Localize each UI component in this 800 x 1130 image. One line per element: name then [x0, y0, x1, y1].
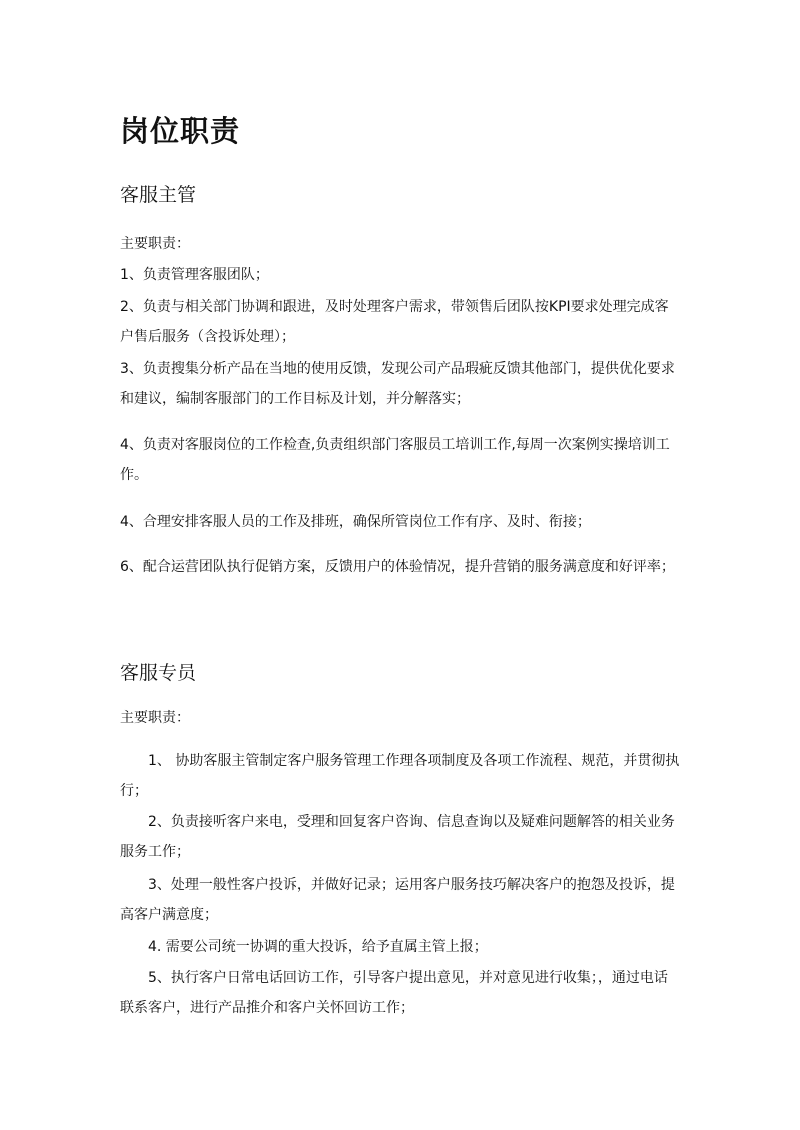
duties-label-text: 主要职责： [120, 710, 190, 726]
duties-label [120, 703, 685, 733]
duty-line: 3、处理一般性客户投诉，并做好记录；运用客户服务技巧解决客户的抱怨及投诉，提 [148, 877, 675, 893]
duty-line: 高客户满意度； [120, 907, 218, 923]
duty-line: 4、负责对客服岗位的工作检查,负责组织部门客服员工培训工作,每周一次案例实操培训工 [120, 437, 670, 453]
duty-line: 作。 [120, 467, 148, 483]
duty-item [120, 430, 685, 490]
duty-item [120, 746, 685, 806]
duty-line: 4、合理安排客服人员的工作及排班，确保所管岗位工作有序、及时、衔接； [120, 514, 591, 530]
duty-line: 4. 需要公司统一协调的重大投诉，给予直属主管上报； [148, 939, 488, 955]
duty-line: 6、配合运营团队执行促销方案，反馈用户的体验情况，提升营销的服务满意度和好评率； [120, 559, 675, 575]
section-heading-specialist: 客服专员 [120, 662, 197, 684]
duty-line: 服务工作； [120, 844, 190, 860]
duty-line: 1、 协助客服主管制定客户服务管理工作理各项制度及各项工作流程、规范，并贯彻执 [148, 753, 680, 769]
duty-line: 5、执行客户日常电话回访工作，引导客户提出意见，并对意见进行收集；，通过电话 [148, 970, 668, 986]
duty-line: 3、负责搜集分析产品在当地的使用反馈，发现公司产品瑕疵反馈其他部门，提供优化要求 [120, 361, 675, 377]
duty-item [120, 354, 685, 414]
section-heading-supervisor: 客服主管 [120, 184, 197, 206]
duty-item [120, 260, 685, 290]
document-title: 岗位职责 [120, 114, 241, 148]
duty-line: 行； [120, 783, 148, 799]
duties-label-text: 主要职责： [120, 236, 190, 252]
duty-item [120, 870, 685, 930]
duty-item [120, 292, 685, 352]
duty-line: 联系客户，进行产品推介和客户关怀回访工作； [120, 1000, 414, 1016]
duties-label [120, 229, 685, 259]
duty-item [120, 552, 685, 582]
duty-item [120, 932, 685, 962]
duty-line: 2、负责接听客户来电，受理和回复客户咨询、信息查询以及疑难问题解答的相关业务 [148, 814, 675, 830]
duty-line: 和建议，编制客服部门的工作目标及计划，并分解落实； [120, 391, 470, 407]
duty-line: 2、负责与相关部门协调和跟进，及时处理客户需求，带领售后团队按KPI要求处理完成客 [120, 299, 669, 315]
duty-item [120, 807, 685, 867]
duty-line: 户售后服务（含投诉处理）； [120, 329, 295, 345]
duty-line: 1、负责管理客服团队； [120, 267, 269, 283]
duty-item [120, 507, 685, 537]
duty-item [120, 963, 685, 1023]
